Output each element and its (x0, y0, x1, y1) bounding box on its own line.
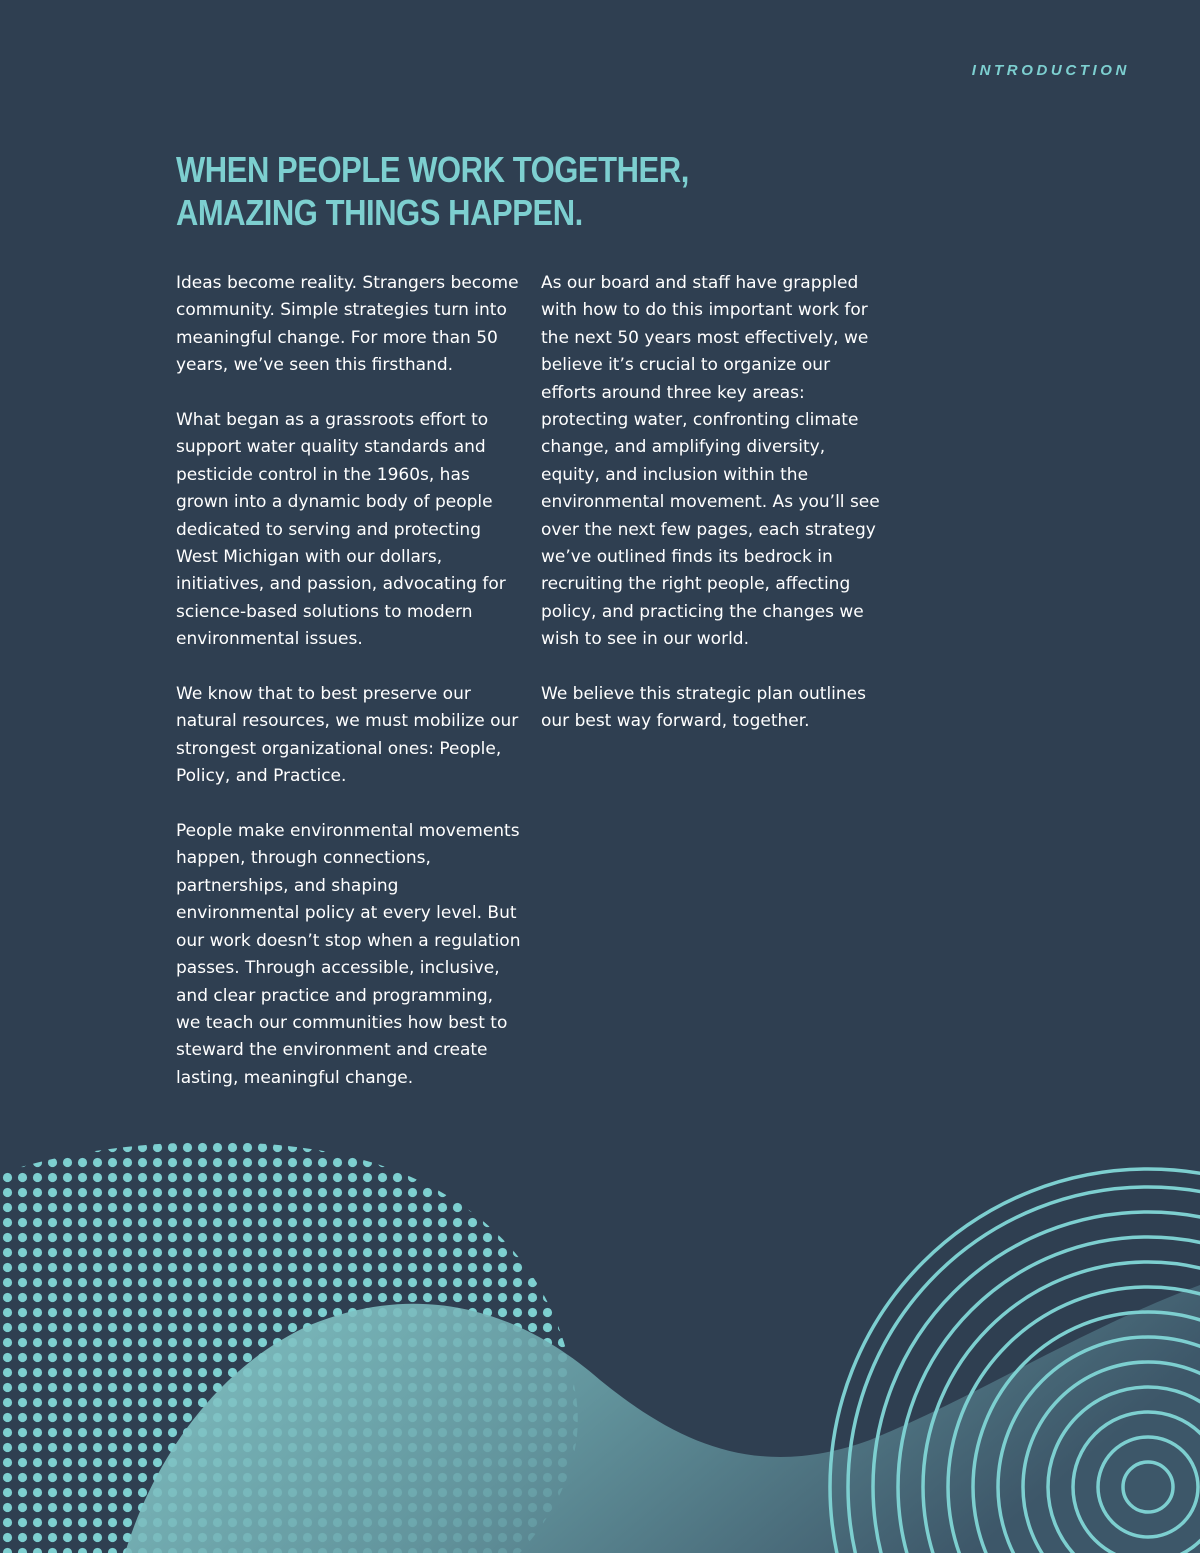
section-label: INTRODUCTION (971, 62, 1130, 79)
paragraph: Ideas become reality. Strangers become community. Simple strategies turn into meaningful change. For more than 50 years, we’ve seen this firsthand. (176, 273, 519, 376)
paragraph: What began as a grassroots effort to support water quality standards and pesticide control in the 1960s, has grown into a dynamic body of people dedicated to serving and protecting West Michigan with our dollars, initiatives, and passion, advocating for science-based solutions to modern environmental issues. (176, 410, 506, 650)
paragraph: We know that to best preserve our natural resources, we must mobilize our strongest organizational ones: People, Policy, and Practice. (176, 684, 519, 787)
page-title-line-1: WHEN PEOPLE WORK TOGETHER, (176, 149, 689, 190)
paragraph: We believe this strategic plan outlines our best way forward, together. (541, 684, 866, 732)
paragraph: As our board and staff have grappled with how to do this important work for the next 50 years most effectively, we believe it’s crucial to organize our efforts around three key areas: protecting water, confronting climate change, and amplifying diversity, equity, and inclusion within the environmental movement. As you’ll see over the next few pages, each strategy we’ve outlined finds its bedrock in recruiting the right people, affecting policy, and practicing the changes we wish to see in our world. (541, 273, 880, 650)
paragraph: People make environmental movements happen, through connections, partnerships, and shaping environmental policy at every level. But our work doesn’t stop when a regulation passes. Through accessible, inclusive, and clear practice and programming, we teach our communities how best to steward the environment and create lasting, meaningful change. (176, 821, 521, 1088)
page-title-line-2: AMAZING THINGS HAPPEN. (176, 192, 583, 233)
